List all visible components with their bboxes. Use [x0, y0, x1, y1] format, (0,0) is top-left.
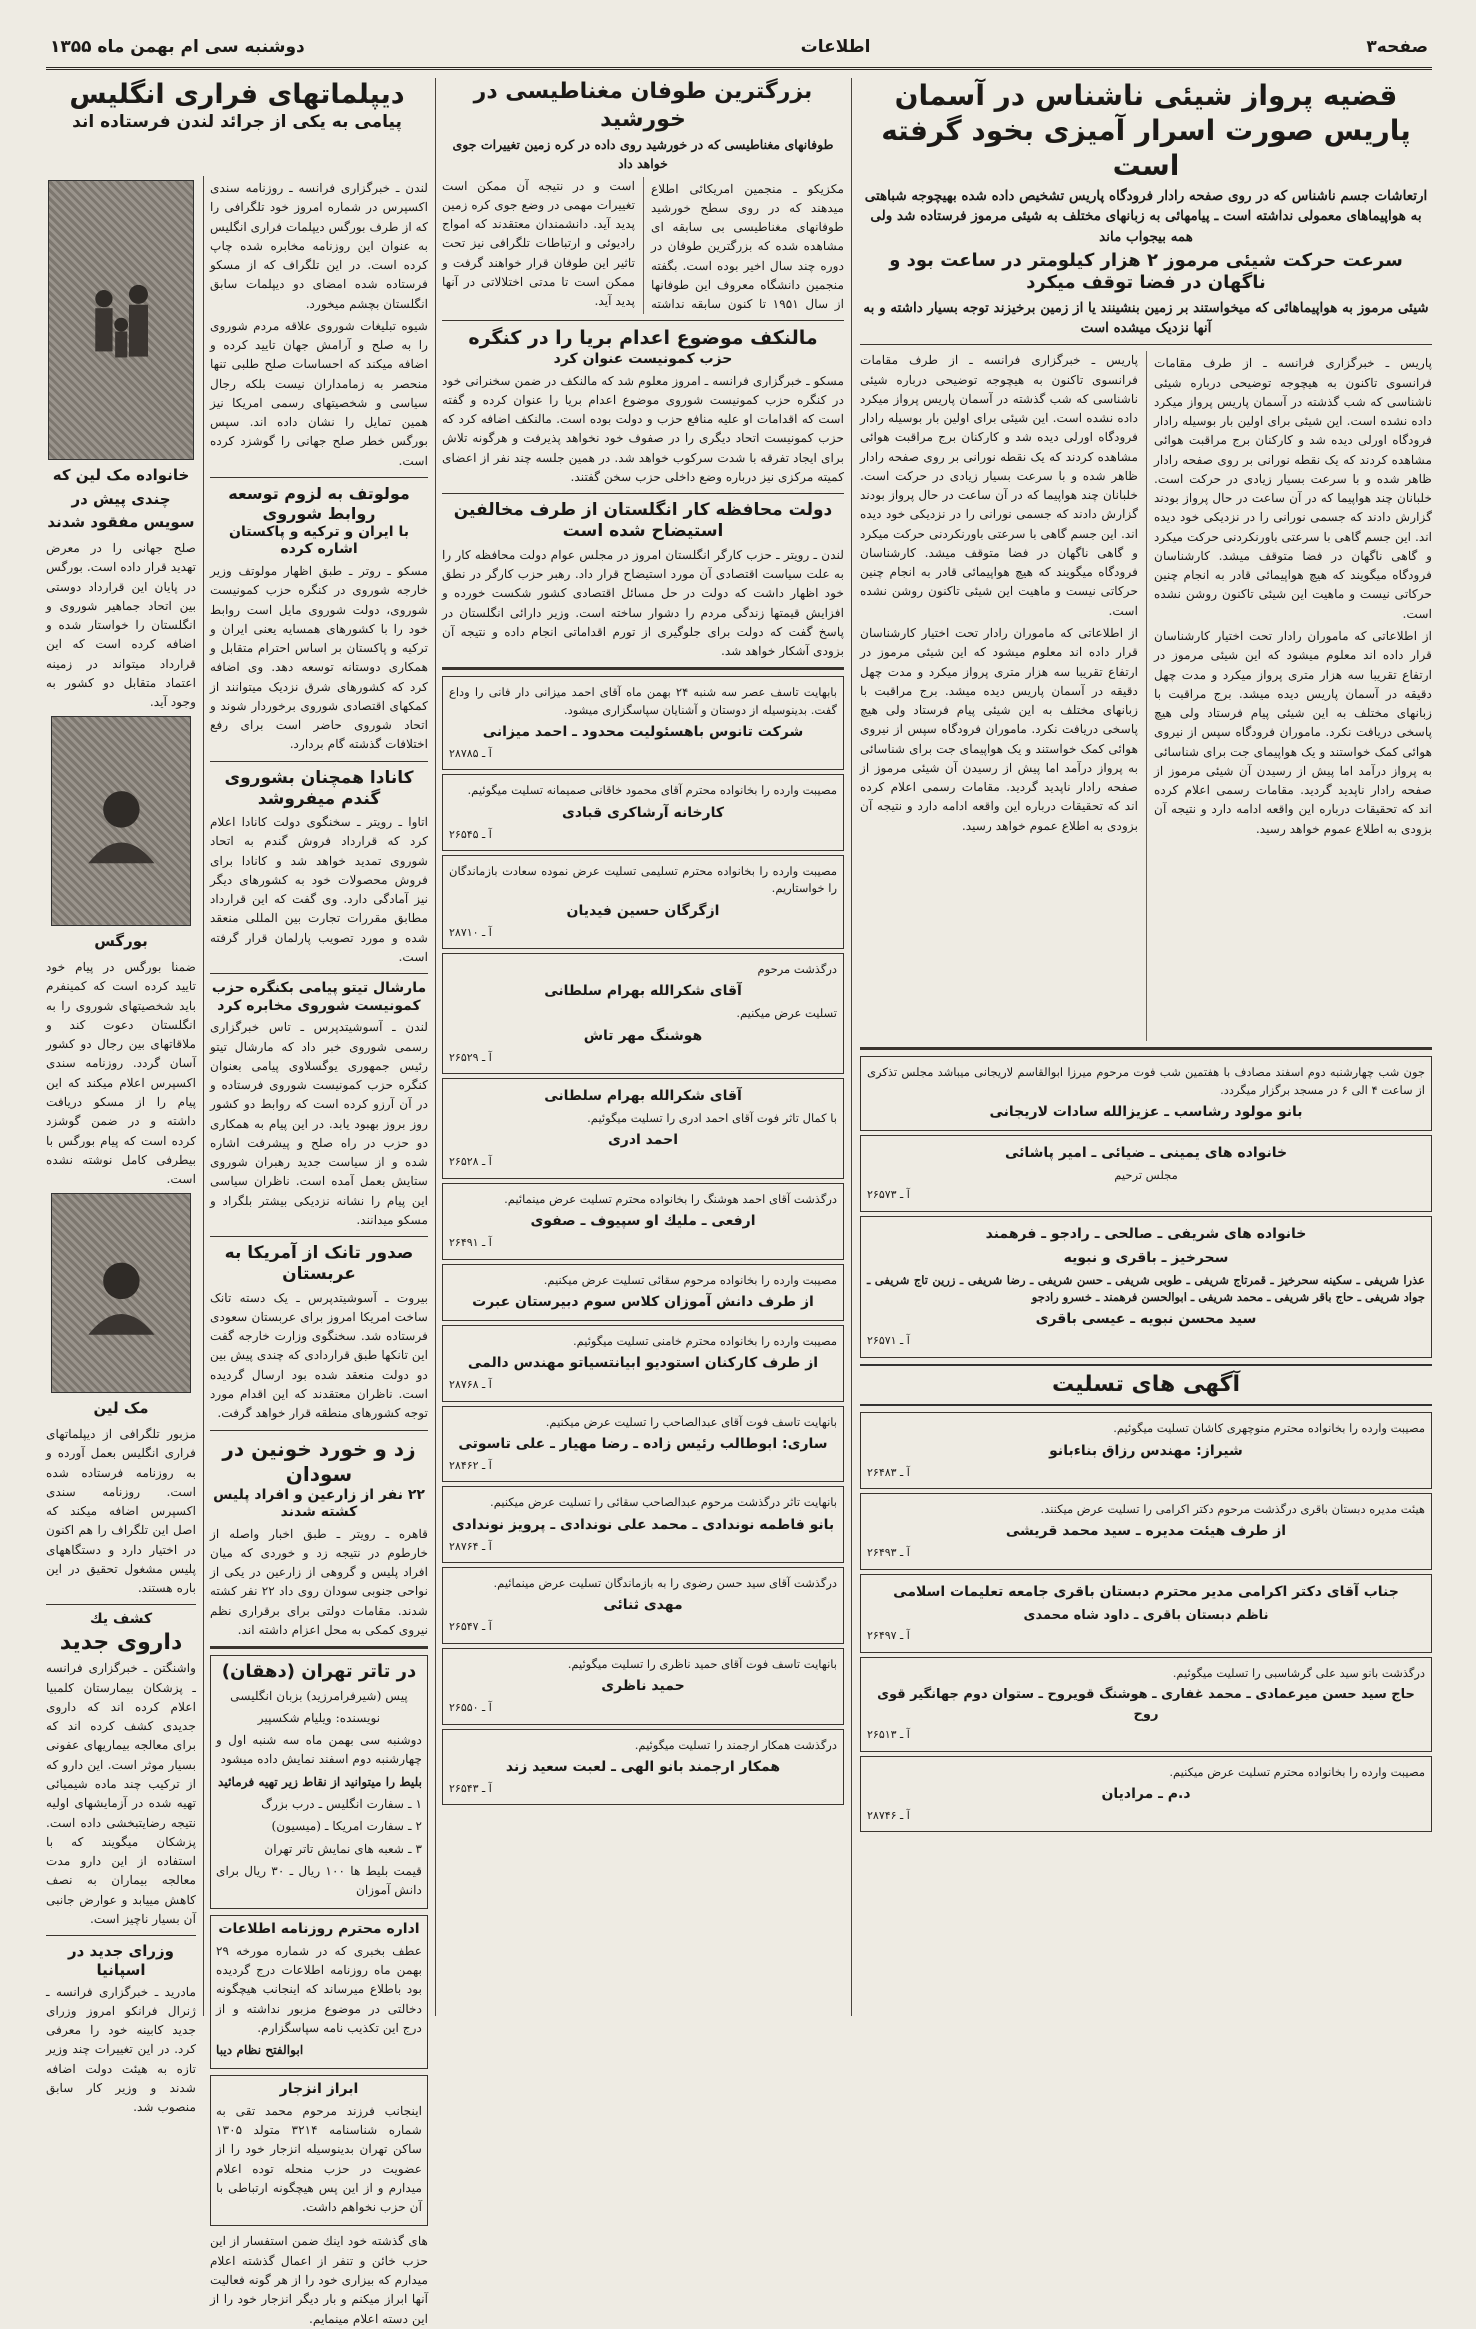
ad-sharifi — [860, 1216, 1432, 1358]
malenkov-text: مسکو ـ خبرگزاری فرانسه ـ امروز معلوم شد که مالنکف در ضمن سخنرانی خود در کنگره حزب کمونیست شوروی موضوع اعدام بریا را عنوان کرده و گفته است که اقدامات او علیه منافع حزب و دولت بوده است. مالنکف اضافه کرد که حزب کمونیست اتحاد دیگری را در صفوف خود نخواهد پذیرفت و هرگونه تلاش برای ایجاد تفرقه با شدت سرکوب خواهد شد. در همین جلسه چند نفر از اعضای کمیته مرکزی نیز درباره وضع داخلی حزب سخن گفتند. — [442, 373, 844, 484]
ad-name: از طرف دانش آموزان کلاس سوم دبیرستان عبرت — [472, 1293, 814, 1310]
ad-name: سحرخیز ـ باقری و نبویه — [1063, 1249, 1229, 1266]
disgust-title: ابراز انزجار — [279, 2081, 359, 2098]
spain-story — [46, 1942, 196, 2117]
ad-name: بانو فاطمه نوندادی ـ محمد علی نوندادی ـ پرویز نوندادی — [451, 1516, 835, 1533]
ad-name-2: احمد ادری — [607, 1132, 679, 1149]
ad-board — [860, 1493, 1432, 1570]
magnetic-body — [442, 177, 844, 315]
ad-text: جون شب چهارشنبه دوم اسفند مصادف با هفتمین شب فوت مرحوم میرزا ابوالقاسم لاریجانی میباشد مجلس تذکری از ساعت ۴ الی ۶ در مسجد برگزار میگردد. — [867, 1065, 1425, 1097]
ad-name: ساری: ابوطالب رئیس زاده ـ رضا مهیار ـ علی تاسوتی — [458, 1435, 828, 1452]
ad-text: با کمال تاثر فوت آقای احمد ادری را تسلیت میگوئیم. — [587, 1111, 837, 1126]
ad-text: درگذشت بانو سید علی گرشاسبی را تسلیت میگوئیم. — [1172, 1665, 1425, 1680]
spain-title: وزرای جدید در اسپانیا — [67, 1942, 175, 1979]
ad-code: آ ـ ۲۶۵۲۹ — [449, 1050, 492, 1064]
theater-line2: نویسنده: ویلیام شکسپیر — [257, 1710, 381, 1725]
ad-code: آ ـ ۲۶۵۷۳ — [867, 1188, 910, 1201]
portrait-silhouette-icon — [80, 1224, 163, 1363]
lead-body1: پاریس ـ خبرگزاری فرانسه ـ از طرف مقامات فرانسوی تاکنون به هیچوجه توضیحی درباره شیئی ناشناسی که شب گذشته در آسمان پاریس پرواز میکرد داده نشده است. این شیئی برای اولین بار بوسیله رادار فرودگاه اورلی دیده شد و کارکنان برج مراقبت هوائی مشاهده کردند که یک نقطه نورانی بر روی صفحه رادار ظاهر شده و با سرعت بسیار زیادی در حرکت است. خلبانان چند هواپیما که در آن ساعت در حال پرواز بودند گزارش دادند که جسمی نورانی را در نزدیکی خود دیده اند. این جسم گاهی با سرعتی باورنکردنی حرکت میکرد و گاهی ناگهان در فضا متوقف میشد. کارشناسان فرودگاه میگویند که هیچ هواپیمائی قادر به انجام چنین حرکاتی نیست و ماهیت این شیئی تاکنون روشن نشده است. — [1154, 356, 1432, 621]
ad-name: مجلس ترحیم — [1114, 1167, 1178, 1182]
ad-text: هیئت مدیره دبستان باقری درگذشت مرحوم دکتر اکرامی را تسلیت عرض میکنند. — [1040, 1502, 1425, 1516]
masthead — [46, 26, 1432, 70]
lead-sub1: ارتعاشات جسم ناشناس که در روی صفحه رادار فرودگاه پاریس تشخیص داده شده بهیچوجه شباهتی به هواپیماهای معمولی نداشته است ـ پیامهائی به زبانهای مختلف به شیئی مرموز فرستاده شد ولی همه بیجواب ماند — [864, 188, 1428, 245]
ad-ebrat — [442, 1264, 844, 1321]
column-middle — [442, 78, 844, 2016]
ad-code: آ ـ ۲۶۵۲۸ — [449, 1155, 492, 1169]
tito-text: لندن ـ آسوشیتدپرس ـ تاس خبرگزاری رسمی شوروی خبر داد که مارشال تیتو رئیس جمهوری یوگسلاوی پیامی بعنوان کنگره حزب کمونیست شوروی فرستاده و در آن آرزو کرده است که روابط دو کشور روز بروز بهبود یابد. در این پیام به همکاری دو حزب در راه صلح و پیشرفت اشاره شده و از سیاست جدید رهبران شوروی ستایش بعمل آمده است. ناظران سیاسی این پیام را نشانه نزدیکی بیشتر بلگراد و مسکو میدانند. — [210, 1020, 428, 1227]
ad-code: آ ـ ۲۸۴۶۲ — [449, 1458, 492, 1472]
lead-body2: از اطلاعاتی که ماموران رادار تحت اختیار کارشناسان قرار داده اند معلوم میشود که این شیئی مرموز در ارتفاع تقریبا سه هزار متری پرواز میکرد و مدت چهل دقیقه در آسمان پاریس دیده میشد. برج مراقبت با زبانهای مختلف به این شیئی پیام فرستاد ولی هیچ پاسخی دریافت نکرد. ماموران فرودگاه سپس از نیروی هوائی کمک خواستند و یک هواپیمای جت برای شناسائی به پرواز درآمد اما پیش از رسیدن آن شیئی مرموز از صفحه رادار ناپدید گردید. مقامات رسمی اعلام کرده اند که تحقیقات درباره این واقعه ادامه دارد و نتیجه آن بزودی به اطلاع عموم خواهد رسید. — [1154, 628, 1432, 836]
tory-story — [442, 500, 844, 661]
ad-text: درگذشت آقای احمد هوشنگ را بخانواده محترم تسلیت عرض مینمائیم. — [504, 1191, 837, 1206]
ad-text: مصیبت وارده را بخانواده محترم تسلیمی تسلیت عرض نموده سعادت بازماندگان را خواستاریم. — [449, 864, 837, 896]
lead-sub2: سرعت حرکت شیئی مرموز ۲ هزار کیلومتر در ساعت بود و ناگهان در فضا توقف میکرد — [889, 249, 1403, 294]
magnetic-sub: طوفانهای مغناطیسی که در خورشید روی داده در کره زمین تغییرات جوی خواهد داد — [452, 137, 834, 171]
tanks-text: بیروت ـ آسوشیتدپرس ـ یک دسته تانک ساخت امریکا امروز برای عربستان سعودی فرستاده شد. سخنگوی وزارت خارجه گفت این تانکها طبق قراردادی که چندی پیش بین دو دولت منعقد شده بود ارسال گردیده است. ناظران معتقدند که این اقدام مورد توجه کشورهای منطقه قرار خواهد گرفت. — [210, 1290, 428, 1421]
ad-text: بانهایت تاثر درگذشت مرحوم عبدالصاحب سقائی را تسلیت عرض میکنیم. — [490, 1495, 837, 1510]
ad-name: مهدی ثنائی — [603, 1597, 683, 1614]
theater-line5: ۱ ـ سفارت انگلیس ـ درب بزرگ — [261, 1796, 422, 1811]
theater-line7: ۳ ـ شعبه های نمایش تاتر تهران — [264, 1841, 422, 1856]
sudan-title: زد و خورد خونین در سودان — [222, 1436, 416, 1486]
page-number: صفحه۳ — [1366, 36, 1428, 57]
canada-title: کانادا همچنان بشوروی گندم میفروشد — [224, 767, 414, 809]
ad-name-2: هوشنگ مهر تاش — [583, 1027, 703, 1044]
ad-code: آ ـ ۲۶۵۴۵ — [449, 827, 492, 841]
lead-title: قضیه پرواز شیئی ناشناس در آسمان پاریس صورت اسرار آمیزی بخود گرفته است — [881, 79, 1411, 182]
family-caption: خانواده مک لین که چندی پیش در سویس مفقود شدند — [47, 466, 195, 532]
ad-sari — [442, 1406, 844, 1483]
drug-title: داروی جدید — [59, 1629, 183, 1655]
ad-elahi — [442, 1729, 844, 1806]
tanks-title: صدور تانک از آمریکا به عربستان — [224, 1243, 414, 1285]
tito-story — [210, 980, 428, 1230]
theater-line1: پیس (شیرفرامرزید) بزبان انگلیسی — [230, 1688, 408, 1703]
column-news — [210, 176, 428, 2326]
ad-code: آ ـ ۲۶۵۵۰ — [449, 1701, 492, 1715]
ad-text: جناب آقای دکتر اکرامی مدیر محترم دبستان باقری جامعه تعلیمات اسلامی — [893, 1583, 1399, 1600]
canada-text: اتاوا ـ رویتر ـ سخنگوی دولت کانادا اعلام کرد که قرارداد فروش گندم به اتحاد شوروی تمدید خواهد شد و کانادا برای فروش محصولات خود به کشورهای دیگر نیز آمادگی دارد. وی گفت که این قرارداد مطابق مقررات تجارت بین المللی منعقد شده و مورد تصویب پارلمان قرار گرفته است. — [210, 815, 428, 964]
drug-text: واشنگتن ـ خبرگزاری فرانسه ـ پزشکان بیمارستان کلمبیا اعلام کرده اند که داروی جدیدی کشف کرده اند که برای معالجه بیماریهای عفونی بسیار موثر است. این دارو که از ترکیب چند ماده شیمیائی تهیه شده در آزمایشهای اولیه نتیجه رضایتبخشی داده است. پزشکان میگویند که با استفاده از این دارو مدت معالجه بیماران به نصف کاهش مییابد و عوارض جانبی آن بسیار ناچیز است. — [46, 1661, 196, 1926]
ad-text: مصیبت وارده را بخانواده محترم خامنی تسلیت میگوئیم. — [572, 1333, 837, 1348]
ad-code: آ ـ ۲۶۴۸۳ — [867, 1465, 910, 1479]
ad-name: از طرف هیئت مدیره ـ سید محمد قریشی — [1005, 1523, 1287, 1540]
ad-code: آ ـ ۲۶۵۷۱ — [867, 1334, 910, 1347]
ad-mizani — [442, 676, 844, 770]
ad-name-2: سید محسن نبویه ـ عیسی باقری — [1035, 1311, 1257, 1327]
malenkov-title: مالنکف موضوع اعدام بریا را در کنگره — [468, 327, 818, 350]
lead-body — [860, 351, 1432, 1041]
ad-code: آ ـ ۲۶۵۴۷ — [449, 1620, 492, 1634]
ad-arfaei — [442, 1183, 844, 1260]
molotov-title: مولوتف به لزوم توسعه روابط شوروی — [228, 483, 410, 523]
maclean-caption: مک لین — [93, 1399, 149, 1418]
ad-code: آ ـ ۲۸۷۱۰ — [449, 925, 492, 939]
ad-code: آ ـ ۲۶۴۹۱ — [449, 1236, 492, 1250]
theater-price: قیمت بلیط ها ۱۰۰ ریال ـ ۳۰ ریال برای دانش آموزان — [216, 1863, 422, 1898]
ad-text: بانهایت تاسف فوت آقای عبدالصاحب را تسلیت عرض میکنیم. — [545, 1414, 837, 1429]
ad-text-2: عذرا شریفی ـ سکینه سحرخیز ـ قمرتاج شریفی ـ طوبی شریفی ـ حسن شریفی ـ رضا شریفی ـ زرین تاج شریفی ـ جواد شریفی ـ حاج باقر شریفی ـ محمد شریفی ـ ابوالحسن فرهمند ـ خسرو رادجو — [867, 1272, 1425, 1304]
burgess-text: ضمنا بورگس در پیام خود تایید کرده است که کمینفرم باید شخصیتهای شوروی را به انگلستان دعوت کند و ملاقاتهای بین رجال دو کشور آسان گردد. روزنامه سندی اکسپرس اعلام میکند که این پیام را از مسکو دریافت داشته و در ضمن گوشزد کرده است که پیام بورگس با بیطرفی کامل نوشته نشده است. — [46, 960, 196, 1187]
paper-name: اطلاعات — [800, 36, 871, 57]
admin-title: اداره محترم روزنامه اطلاعات — [218, 1921, 420, 1938]
diplomats-sub: پیامی به یکی از جرائد لندن فرستاده اند — [72, 111, 402, 132]
drug-story — [46, 1611, 196, 1929]
canada-story — [210, 768, 428, 968]
burgess-caption: بورگس — [94, 932, 148, 951]
magnetic-story — [442, 78, 844, 314]
disgust-text: اینجانب فرزند مرحوم محمد تقی به شماره شناسنامه ۳۲۱۴ متولد ۱۳۰۵ ساکن تهران بدینوسیله انزجار خود را از عضویت در حزب منحله توده اعلام میدارم و از این پس هیچگونه ارتباطی با آن حزب نخواهم داشت. — [216, 2103, 422, 2215]
lead-sub3: شیئی مرموز به هواپیماهائی که میخواستند بر زمین بنشینند یا از زمین برخیزند توجه بسیار داشته و به آنها نزدیک میشده است — [863, 299, 1429, 336]
ad-name: ازگرگان حسین فیدیان — [566, 902, 720, 919]
newspaper-page — [46, 26, 1432, 2326]
middle-ads — [442, 676, 844, 1805]
ad-nondadi — [442, 1486, 844, 1563]
ad-name: آقای شکرالله بهرام سلطانی — [544, 1088, 742, 1105]
portrait-silhouette-icon — [80, 749, 163, 895]
admin-sign: ابوالفتح نظام دیبا — [216, 2043, 304, 2058]
family-text: صلح جهانی را در معرض تهدید قرار داده است. بورگس در پایان این قرارداد دوستی بین اتحاد جماهیر شوروی و انگلستان را خواستار شده و اضافه کرده است که این قرارداد میتواند در زمینه اعتماد متقابل دو کشور به وجود آید. — [46, 541, 196, 710]
diplomats-title: دیپلماتهای فراری انگلیس — [69, 79, 405, 110]
ad-laryjani — [860, 1056, 1432, 1131]
ad-text: مصیبت وارده را بخانواده محترم منوچهری کاشان تسلیت میگوئیم. — [1113, 1421, 1425, 1436]
ad-text: مصیبت وارده را بخانواده محترم تسلیت عرض میکنیم. — [1169, 1764, 1425, 1779]
ad-text: بابهایت تاسف عصر سه شنبه ۲۴ بهمن ماه آقای احمد میزانی دار فانی را وداع گفت. بدینوسیله از دوستان و آشنایان سپاسگزاری میشود. — [449, 685, 837, 717]
diplomats-story — [46, 78, 428, 133]
family-photo — [48, 180, 194, 460]
magnetic-text: مکزیکو ـ منجمین امریکائی اطلاع میدهند که در روی سطح خورشید طوفانهای مغناطیسی بی سابقه ای مشاهده شده که بزرگترین طوفان در دوره چند سال اخیر بوده است. بگفته منجمین دانشگاه معروف این طوفانها از سال ۱۹۵۱ تا کنون سابقه نداشته است و در نتیجه آن ممکن است تغییرات مهمی در وضع جوی کره زمین پدید آید. دانشمندان معتقدند که امواج رادیوئی و ارتباطات تلگرافی نیز تحت تاثیر این طوفان قرار خواهند گرفت و ممکن است تا مدتی اختلالاتی در آنها پدید آید. — [442, 178, 844, 312]
ad-name: حمید ناظری — [601, 1678, 685, 1695]
diplomats-text2: شیوه تبلیغات شوروی علاقه مردم شوروی را به صلح و آرامش جهان تایید کرده و اضافه میکند که احساسات صلح طلبی تنها منحصر به زمامداران نیست بلکه رجال سیاسی و شخصیتهای رسمی امریکا نیز همین تمایل را نشان داده اند. سپس بورگس خطر صلح جهانی را گوشزد کرده است. — [210, 318, 428, 468]
ad-code: آ ـ ۲۸۷۶۸ — [449, 1378, 492, 1392]
lead-story — [860, 78, 1432, 1041]
molotov-story — [210, 484, 428, 755]
magnetic-title: بزرگترین طوفان مغناطیسی در خورشید — [473, 79, 813, 132]
column-right — [860, 78, 1432, 2016]
issue-date: دوشنبه سی ام بهمن ماه ۱۳۵۵ — [50, 36, 305, 57]
malenkov-story — [442, 327, 844, 487]
ad-soltani-1 — [442, 953, 844, 1074]
theater-line4: بلیط را میتوانید از نقاط زیر تهیه فرمائید — [218, 1774, 422, 1789]
ad-garshasbi — [860, 1657, 1432, 1752]
theater-title: در تاتر تهران (دهقان) — [221, 1661, 417, 1683]
ad-text: خانواده های شریفی ـ صالحی ـ رادجو ـ فرهمند — [985, 1225, 1307, 1242]
malenkov-sub: حزب کمونیست عنوان کرد — [553, 351, 733, 368]
ad-code: آ ـ ۲۸۷۸۵ — [449, 746, 492, 760]
ad-name: بانو مولود رشاسب ـ عزیزالله سادات لاریجانی — [989, 1103, 1303, 1120]
ad-name: حاج سید حسن میرعمادی ـ محمد غفاری ـ هوشنگ قویروح ـ ستوان دوم جهانگیر قوی روح — [877, 1687, 1415, 1722]
ad-code: آ ـ ۲۶۵۱۳ — [867, 1728, 910, 1741]
ad-text-2: تسلیت عرض میکنیم. — [736, 1006, 837, 1021]
theater-line3: دوشنبه سی بهمن ماه سه شنبه اول و چهارشنبه دوم اسفند نمایش داده میشود — [216, 1733, 422, 1767]
ad-sanaei — [442, 1567, 844, 1644]
ad-bagheri — [860, 1574, 1432, 1653]
tanks-story — [210, 1243, 428, 1423]
ad-name: ناظم دبستان باقری ـ داود شاه محمدی — [1023, 1607, 1269, 1623]
ad-name: ارفعی ـ ملیك او سپیوف ـ صفوی — [530, 1213, 756, 1230]
sudan-text: قاهره ـ رویتر ـ طبق اخبار واصله از خارطوم در نتیجه زد و خوردی که میان افراد پلیس و گروهی از زارعین در یکی از نواحی جنوبی سودان روی داد ۲۲ نفر کشته شدند. مقامات دولتی برای برقراری نظم نیروی کمکی به محل اعزام داشته اند. — [210, 1526, 428, 1637]
sudan-sub: ۲۲ نفر از زارعین و افراد پلیس کشته شدند — [213, 1486, 425, 1521]
ad-soltani-2 — [442, 1078, 844, 1179]
ad-code: آ ـ ۲۶۵۴۳ — [449, 1781, 492, 1795]
condolence-title: آگهی های تسلیت — [860, 1364, 1432, 1407]
ad-name: شیراز: مهندس رزاق بناءبانو — [1049, 1442, 1243, 1459]
spain-text: مادرید ـ خبرگزاری فرانسه ـ ژنرال فرانکو امروز وزرای جدید کابینه خود را معرفی کرد. در این تغییرات چند وزیر تازه به هیئت دولت اضافه شدند و وزیر کار سابق منصوب شد. — [46, 1984, 196, 2115]
lower-left-text: های گذشته خود اینك ضمن استفسار از این حزب خائن و تنفر از اعمال گذشته اعلام میدارم که بیزاری خود را از هر گونه فعالیت آنها ابراز میکنم و بار دیگر انزجار خود را از این دسته اعلام مینمایم. — [210, 2234, 428, 2326]
ad-code: آ ـ ۲۸۷۶۴ — [449, 1539, 492, 1553]
ad-yamini — [860, 1135, 1432, 1212]
theater-line6: ۲ ـ سفارت امریکا ـ (میسیون) — [271, 1819, 422, 1834]
ad-text: بانهایت تاسف فوت آقای حمید ناظری را تسلیت میگوئیم. — [567, 1656, 837, 1671]
molotov-sub: با ایران و ترکیه و پاکستان اشاره کرده — [229, 523, 409, 558]
ad-name: کارخانه آرشاکری قبادی — [561, 804, 725, 821]
sudan-story — [210, 1437, 428, 1641]
maclean-photo — [51, 1193, 191, 1393]
ad-name: آقای شکرالله بهرام سلطانی — [544, 983, 742, 1000]
admin-text: عطف بخبری که در شماره مورخه ۲۹ بهمن ماه روزنامه اطلاعات درج گردیده بود باطلاع میرساند که اینجانب هیچگونه دخالتی در موضوع مزبور نداشته و از درج این تکذیب نامه سپاسگزارم. — [216, 1943, 422, 2035]
ad-text: درگذشت آقای سید حسن رضوی را به بازماندگان تسلیت عرض مینمائیم. — [493, 1576, 837, 1591]
family-silhouette-icon — [78, 223, 164, 418]
ad-moradian — [860, 1756, 1432, 1833]
admin-notice — [210, 1915, 428, 2069]
ad-name: شرکت تانوس باهسئولیت محدود ـ احمد میزانی — [482, 723, 804, 740]
lead-body2b: از اطلاعاتی که ماموران رادار تحت اختیار کارشناسان قرار داده اند معلوم میشود که این شیئی مرموز در ارتفاع تقریبا سه هزار متری پرواز میکرد و مدت چهل دقیقه در آسمان پاریس دیده میشد. برج مراقبت با زبانهای مختلف به این شیئی پیام فرستاد ولی هیچ پاسخی دریافت نکرد. ماموران فرودگاه سپس از نیروی هوائی کمک خواستند و یک هواپیمای جت برای شناسائی به پرواز درآمد اما پیش از رسیدن آن شیئی مرموز از صفحه رادار ناپدید گردید. مقامات رسمی اعلام کرده اند که تحقیقات درباره این واقعه ادامه دارد و نتیجه آن بزودی به اطلاع عموم خواهد رسید. — [860, 625, 1138, 833]
ad-name: از طرف کارکنان استودیو ابیانتسیاتو مهندس دالمی — [467, 1355, 819, 1372]
disgust-notice — [210, 2075, 428, 2226]
ad-fidian — [442, 855, 844, 949]
ad-code: آ ـ ۲۶۴۹۷ — [867, 1629, 910, 1643]
tito-title: مارشال تیتو پیامی بکنگره حزب کمونیست شوروی مخابره کرد — [211, 980, 427, 1014]
ad-shiraz — [860, 1412, 1432, 1489]
ad-code: آ ـ ۲۶۴۹۳ — [867, 1546, 910, 1560]
tory-text: لندن ـ رویتر ـ حزب کارگر انگلستان امروز در مجلس عوام دولت محافظه کار را به علت سیاست اقتصادی آن مورد استیضاح قرار داد. رهبر حزب کارگر در نطق خود اظهار داشت که دولت در حل مسائل اقتصادی کشور شکست خورده و افزایش قیمتها زندگی مردم را دشوار ساخته است. وزیر دارائی انگلستان در پاسخ گفت که دولت برای جلوگیری از تورم اقداماتی انجام داده و نتیجه آن بزودی آشکار خواهد شد. — [442, 547, 844, 659]
ad-ghobadi — [442, 774, 844, 851]
ad-text: مصیبت وارده را بخانواده مرحوم سقائی تسلیت عرض میکنیم. — [543, 1272, 837, 1287]
ad-name: د.م ـ مرادیان — [1101, 1785, 1191, 1802]
drug-kicker: کشف یك — [89, 1611, 153, 1628]
ad-text: خانواده های یمینی ـ ضیائی ـ امیر پاشائی — [1004, 1144, 1288, 1161]
diplomats-text1: لندن ـ خبرگزاری فرانسه ـ روزنامه سندی اکسپرس در شماره امروز خود تلگرافی را که از طرف بورگس دیپلمات فراری انگلیس به عنوان این روزنامه مخابره شده چاپ کرده است. در این تلگراف که از مسکو فرستاده شده امضای دو دیپلمات سابق انگلستان بچشم میخورد. — [210, 181, 428, 311]
ad-code: آ ـ ۲۸۷۴۶ — [867, 1808, 910, 1822]
ad-dalmi — [442, 1325, 844, 1402]
ad-name: همکار ارجمند بانو الهی ـ لعبت سعید زند — [505, 1758, 781, 1775]
theater-ad — [210, 1655, 428, 1909]
ad-text: درگذشت همکار ارجمند را تسلیت میگوئیم. — [634, 1737, 837, 1752]
lead-body1b: پاریس ـ خبرگزاری فرانسه ـ از طرف مقامات فرانسوی تاکنون به هیچوجه توضیحی درباره شیئی ناشناسی که شب گذشته در آسمان پاریس پرواز میکرد داده نشده است. این شیئی برای اولین بار بوسیله رادار فرودگاه اورلی دیده شد و کارکنان برج مراقبت هوائی مشاهده کردند که یک نقطه نورانی بر روی صفحه رادار ظاهر شده و با سرعت بسیار زیادی در حرکت است. خلبانان چند هواپیما که در آن ساعت در حال پرواز بودند گزارش دادند که جسمی نورانی را در نزدیکی خود دیده اند. این جسم گاهی با سرعتی باورنکردنی حرکت میکرد و گاهی ناگهان در فضا متوقف میشد. کارشناسان فرودگاه میگویند که هیچ هواپیمائی قادر به انجام چنین حرکاتی نیست و ماهیت این شیئی تاکنون روشن نشده است. — [860, 353, 1138, 618]
ad-text: مصیبت وارده را بخانواده محترم آقای محمود خاقانی صمیمانه تسلیت میگوئیم. — [467, 783, 837, 798]
right-ads — [860, 1056, 1432, 1832]
ad-text: درگذشت مرحوم — [757, 962, 837, 977]
ad-nazeri — [442, 1648, 844, 1725]
burgess-photo — [51, 716, 191, 926]
maclean-text: مزبور تلگرافی از دیپلماتهای فراری انگلیس بعمل آورده و به روزنامه فرستاده شده است. روزنامه سندی اکسپرس اضافه میکند که اصل این تلگراف را هم اکنون در اختیار دارد و دستگاههای پلیس مشغول تحقیق در این باره هستند. — [46, 1427, 196, 1596]
tory-title: دولت محافظه کار انگلستان از طرف مخالفین استیضاح شده است — [453, 500, 833, 542]
molotov-text: مسکو ـ روتر ـ طبق اظهار مولوتف وزیر خارجه شوروی در کنگره حزب کمونیست شوروی، دولت شوروی مایل است روابط خود را با کشورهای همسایه یعنی ایران و ترکیه و پاکستان بر اساس احترام متقابل و همکاری دوستانه توسعه دهد. وی اضافه کرد که کشورهای شرق نزدیک میتوانند از کمکهای اقتصادی شوروی برخوردار شوند و اتحاد شوروی حاضر است برای رفع اختلافات گذشته گام بردارد. — [210, 563, 428, 752]
column-photos — [46, 176, 196, 2115]
